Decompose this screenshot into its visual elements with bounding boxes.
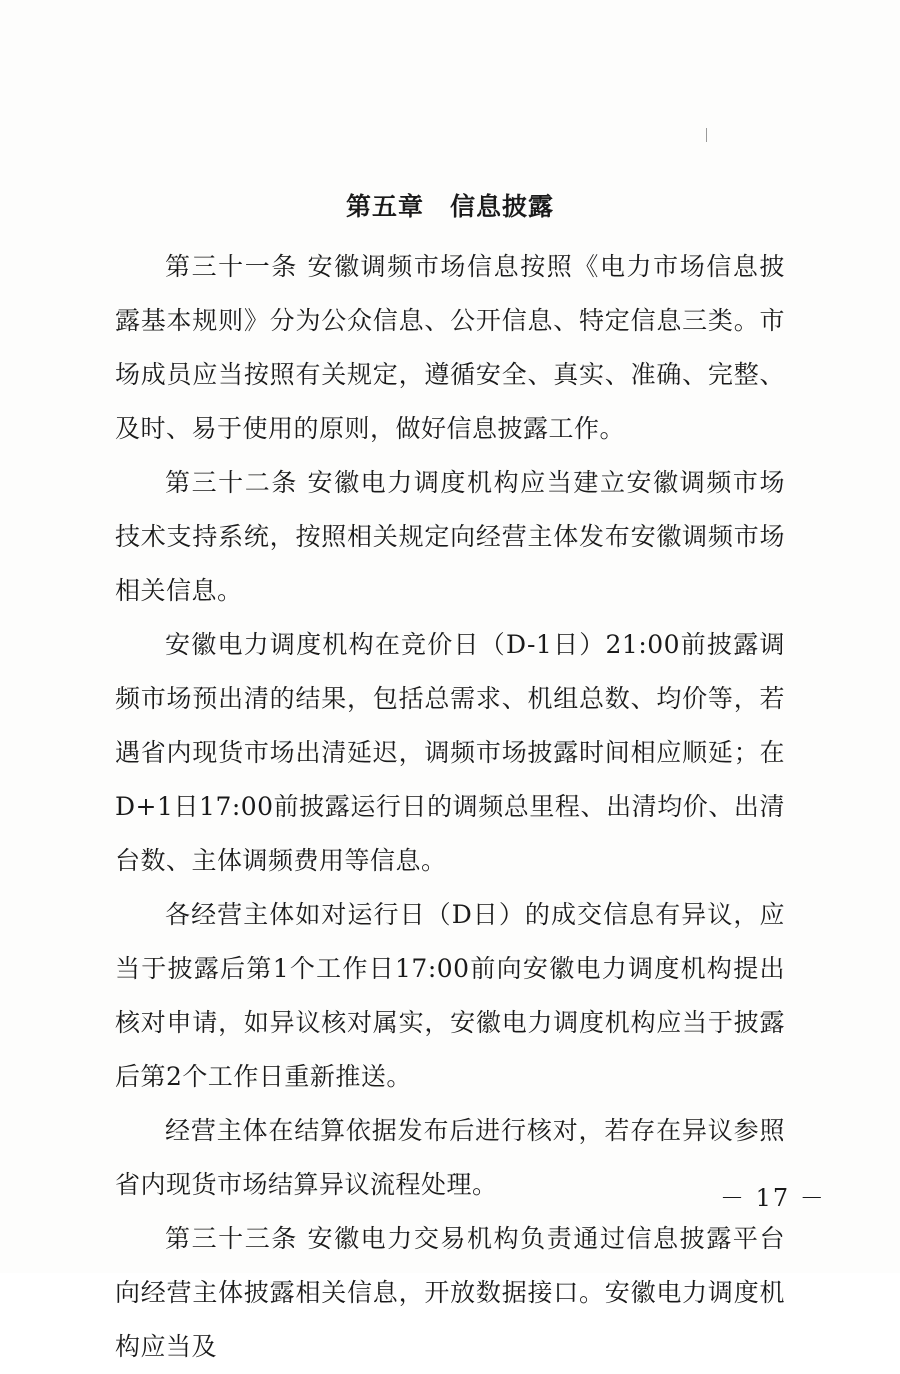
scan-artifact [706,128,707,142]
page-number: － 17 － [720,1184,826,1212]
paragraph-disclosure-timing: 安徽电力调度机构在竞价日（D-1日）21:00前披露调频市场预出清的结果，包括总需求、机组总数、均价等，若遇省内现货市场出清延迟，调频市场披露时间相应顺延；在D+1日17:00前披露运行日的调频总里程、出清均价、出清台数、主体调频费用等信息。 [115,630,785,875]
paragraph-article-31: 第三十一条 安徽调频市场信息按照《电力市场信息披露基本规则》分为公众信息、公开信息、特定信息三类。市场成员应当按照有关规定，遵循安全、真实、准确、完整、及时、易于使用的原则，做好信息披露工作。 [115,252,785,443]
paragraph-article-33: 第三十三条 安徽电力交易机构负责通过信息披露平台向经营主体披露相关信息，开放数据接口。安徽电力调度机构应当及 [115,1224,785,1361]
chapter-title: 第五章 信息披露 [345,191,554,221]
paragraph-article-32: 第三十二条 安徽电力调度机构应当建立安徽调频市场技术支持系统，按照相关规定向经营主体发布安徽调频市场相关信息。 [115,468,785,605]
paragraph-settlement-check: 经营主体在结算依据发布后进行核对，若存在异议参照省内现货市场结算异议流程处理。 [115,1116,785,1199]
body-text [115,240,785,1374]
paragraph-objection: 各经营主体如对运行日（D日）的成交信息有异议，应当于披露后第1个工作日17:00前向安徽电力调度机构提出核对申请，如异议核对属实，安徽电力调度机构应当于披露后第2个工作日重新推送。 [115,900,785,1091]
